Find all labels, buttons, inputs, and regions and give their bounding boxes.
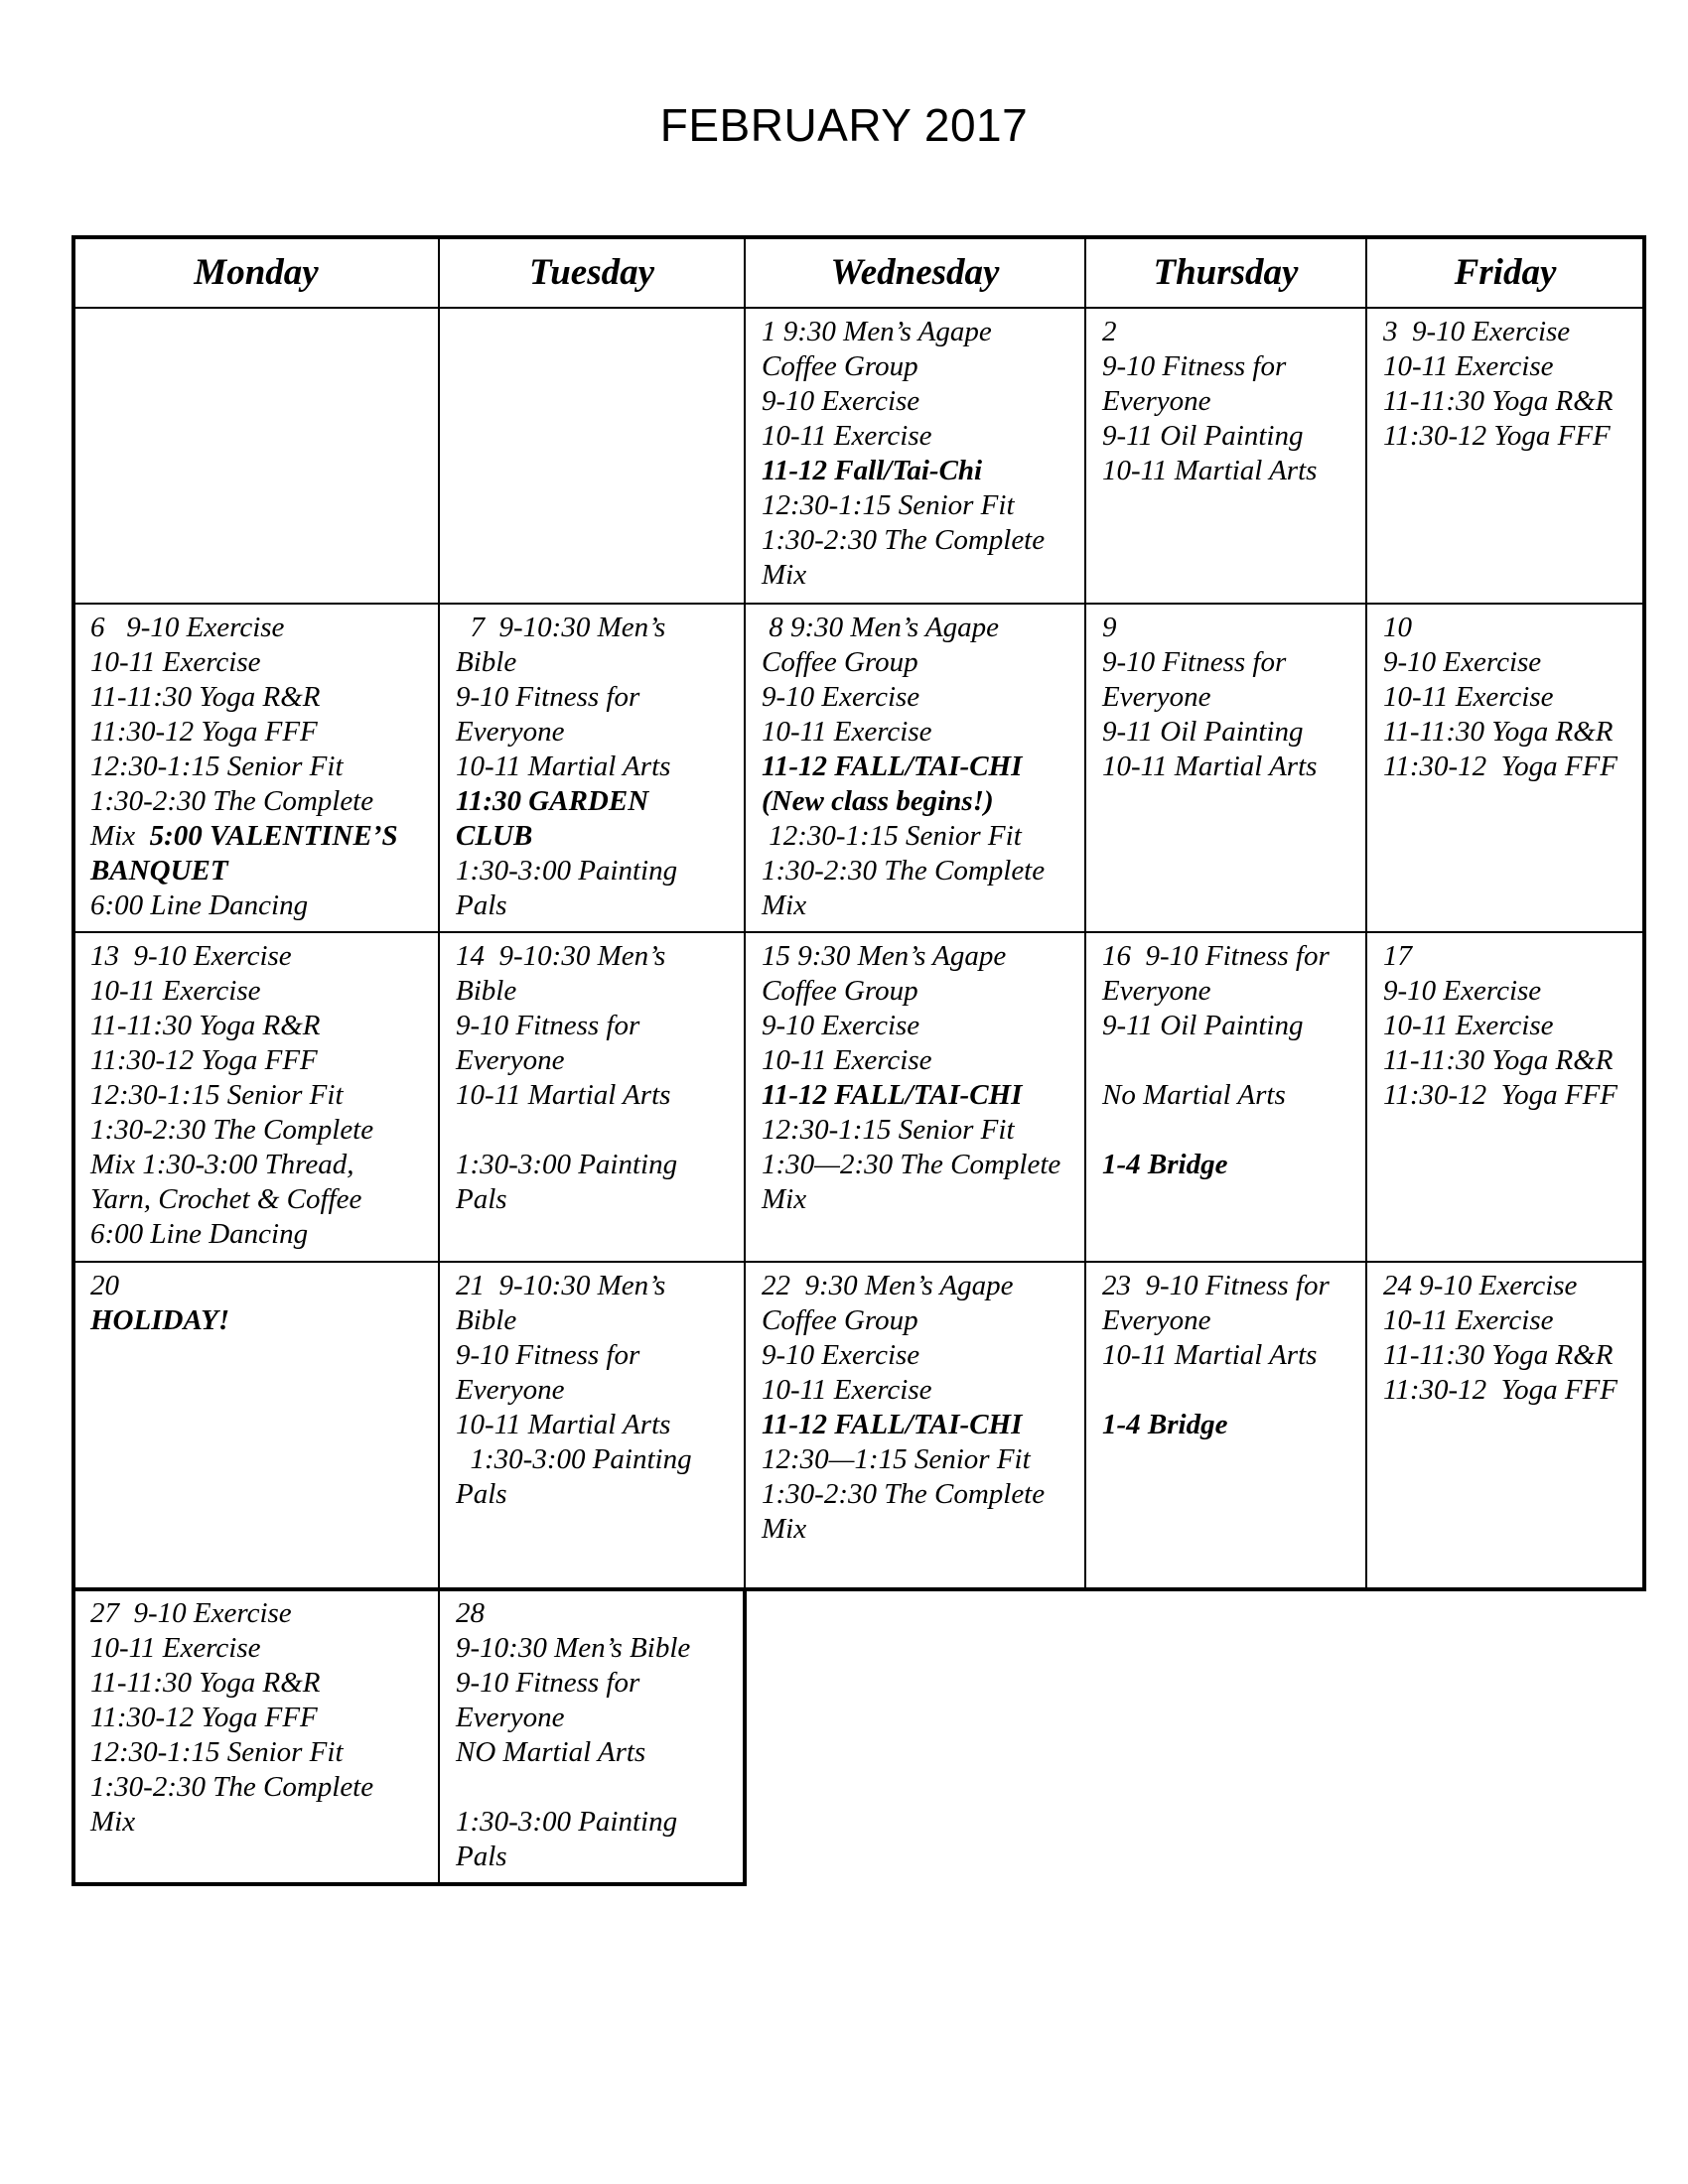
event-line: 11:30-12 Yoga FFF xyxy=(90,716,318,748)
event-line xyxy=(1102,1113,1355,1148)
event-line: 12:30-1:15 Senior Fit xyxy=(762,489,1015,521)
event-line: Mix xyxy=(762,1183,807,1215)
event-line: Coffee Group xyxy=(762,350,918,382)
event-line: 9-10 Exercise xyxy=(762,1010,920,1041)
event-line: 9-11 Oil Painting xyxy=(1102,716,1304,748)
event-line: 1-4 Bridge xyxy=(1102,1149,1228,1180)
event-line: Yarn, Crochet & Coffee xyxy=(90,1183,362,1215)
event-line: 9-11 Oil Painting xyxy=(1102,1010,1304,1041)
event-line: 1:30-3:00 Painting xyxy=(456,1149,678,1180)
event-line: 9-10 Exercise xyxy=(762,681,920,713)
event-line: HOLIDAY! xyxy=(90,1304,230,1336)
event-line: 1:30—2:30 The Complete xyxy=(762,1149,1061,1180)
event-line: 7 9-10:30 Men’s xyxy=(456,612,666,643)
event-line: Everyone xyxy=(1102,385,1211,417)
event-line: 11:30-12 Yoga FFF xyxy=(1383,1079,1618,1111)
event-line: Mix 5:00 VALENTINE’S xyxy=(90,820,398,852)
day-header-monday: Monday xyxy=(72,236,440,309)
event-line: Mix xyxy=(762,889,807,921)
event-line: 17 xyxy=(1383,940,1412,972)
event-line: 9-10:30 Men’s Bible xyxy=(456,1632,691,1664)
event-line: Bible xyxy=(456,975,517,1007)
event-line: 10 xyxy=(1383,612,1412,643)
event-line: 9-10 Exercise xyxy=(762,1339,920,1371)
event-line: 12:30-1:15 Senior Fit xyxy=(90,1736,344,1768)
day-cell xyxy=(744,1261,1086,1590)
day-cell xyxy=(438,931,746,1263)
day-cell xyxy=(1084,1261,1367,1590)
event-line: 27 9-10 Exercise xyxy=(90,1597,292,1629)
event-line: CLUB xyxy=(456,820,533,852)
event-line: 6:00 Line Dancing xyxy=(90,889,309,921)
event-line: 10-11 Exercise xyxy=(1383,350,1554,382)
event-line: 3 9-10 Exercise xyxy=(1383,316,1571,347)
event-line: 11-11:30 Yoga R&R xyxy=(90,681,321,713)
event-line: Pals xyxy=(456,1841,507,1872)
event-line: 9-11 Oil Painting xyxy=(1102,420,1304,452)
event-line: 10-11 Exercise xyxy=(90,1632,261,1664)
day-header-thursday: Thursday xyxy=(1084,236,1367,309)
event-line: 11:30-12 Yoga FFF xyxy=(90,1702,318,1733)
event-line: 10-11 Martial Arts xyxy=(456,1409,671,1440)
event-line: 12:30-1:15 Senior Fit xyxy=(90,1079,344,1111)
event-line: 1:30-2:30 The Complete xyxy=(762,524,1046,556)
event-line: 1:30-3:00 Painting xyxy=(456,855,678,887)
day-cell xyxy=(744,603,1086,933)
event-line: 16 9-10 Fitness for xyxy=(1102,940,1330,972)
event-line: Everyone xyxy=(1102,1304,1211,1336)
event-line: 10-11 Martial Arts xyxy=(1102,1339,1318,1371)
event-line xyxy=(1102,1043,1355,1078)
event-line: 10-11 Exercise xyxy=(762,1044,932,1076)
event-line: 1:30-2:30 The Complete xyxy=(90,1114,374,1146)
day-cell xyxy=(438,307,746,605)
event-line: 1:30-2:30 The Complete xyxy=(90,1771,374,1803)
event-line: 11-11:30 Yoga R&R xyxy=(90,1667,321,1699)
event-line: Everyone xyxy=(456,1702,565,1733)
event-line: 9-10 Fitness for xyxy=(456,1667,640,1699)
event-line: 11-11:30 Yoga R&R xyxy=(90,1010,321,1041)
event-line: 10-11 Exercise xyxy=(762,420,932,452)
event-line: 10-11 Martial Arts xyxy=(1102,455,1318,486)
event-line: 9-10 Fitness for xyxy=(1102,646,1287,678)
event-line: 11-12 FALL/TAI-CHI xyxy=(762,751,1023,782)
event-line: 10-11 Exercise xyxy=(762,716,932,748)
event-line: 6:00 Line Dancing xyxy=(90,1218,309,1250)
day-cell xyxy=(438,1588,746,1885)
event-line: Pals xyxy=(456,889,507,921)
event-line: 11:30-12 Yoga FFF xyxy=(1383,1374,1618,1406)
event-line: 12:30—1:15 Senior Fit xyxy=(762,1443,1031,1475)
event-line: 9-10 Exercise xyxy=(762,385,920,417)
event-line: 11-12 FALL/TAI-CHI xyxy=(762,1409,1023,1440)
day-cell xyxy=(1365,931,1645,1263)
event-line: Coffee Group xyxy=(762,1304,918,1336)
day-cell xyxy=(438,1261,746,1590)
event-line: 11-11:30 Yoga R&R xyxy=(1383,1339,1614,1371)
event-line: 10-11 Exercise xyxy=(762,1374,932,1406)
event-line: 28 xyxy=(456,1597,485,1629)
event-line: BANQUET xyxy=(90,855,228,887)
event-line: 9 xyxy=(1102,612,1117,643)
day-cell xyxy=(1084,603,1367,933)
event-line: 20 xyxy=(90,1270,119,1301)
event-line: 11:30-12 Yoga FFF xyxy=(1383,420,1611,452)
event-line: Coffee Group xyxy=(762,975,918,1007)
page-title: FEBRUARY 2017 xyxy=(659,99,1029,151)
event-line: Bible xyxy=(456,646,517,678)
event-line: Mix xyxy=(762,559,807,591)
event-line: Bible xyxy=(456,1304,517,1336)
event-line: 10-11 Exercise xyxy=(90,646,261,678)
day-cell xyxy=(438,603,746,933)
day-cell xyxy=(1365,1261,1645,1590)
event-line: Everyone xyxy=(1102,975,1211,1007)
event-line: 24 9-10 Exercise xyxy=(1383,1270,1578,1301)
day-cell xyxy=(744,931,1086,1263)
event-line: Coffee Group xyxy=(762,646,918,678)
event-line: (New class begins!) xyxy=(762,785,994,817)
event-line: 11-12 FALL/TAI-CHI xyxy=(762,1079,1023,1111)
day-header-friday: Friday xyxy=(1365,236,1645,309)
event-line: 9-10 Fitness for xyxy=(456,1010,640,1041)
event-line: Mix 1:30-3:00 Thread, xyxy=(90,1149,354,1180)
event-line: 11-11:30 Yoga R&R xyxy=(1383,385,1614,417)
event-line: 12:30-1:15 Senior Fit xyxy=(90,751,344,782)
event-line: 1:30-2:30 The Complete xyxy=(762,1478,1046,1510)
event-line: 14 9-10:30 Men’s xyxy=(456,940,666,972)
day-cell xyxy=(1365,603,1645,933)
day-cell xyxy=(72,931,440,1263)
event-line: 15 9:30 Men’s Agape xyxy=(762,940,1007,972)
event-line: 1:30-2:30 The Complete xyxy=(762,855,1046,887)
day-cell xyxy=(1365,307,1645,605)
event-line: 9-10 Exercise xyxy=(1383,975,1542,1007)
day-header-wednesday: Wednesday xyxy=(744,236,1086,309)
day-cell xyxy=(72,1588,440,1885)
event-line: 10-11 Martial Arts xyxy=(1102,751,1318,782)
event-line: 11:30 GARDEN xyxy=(456,785,649,817)
event-line xyxy=(456,1113,734,1148)
event-line: 12:30-1:15 Senior Fit xyxy=(762,1114,1015,1146)
day-cell xyxy=(744,307,1086,605)
day-header-tuesday: Tuesday xyxy=(438,236,746,309)
event-line: Everyone xyxy=(456,716,565,748)
event-line: 8 9:30 Men’s Agape xyxy=(762,612,999,643)
event-line: 11:30-12 Yoga FFF xyxy=(1383,751,1618,782)
event-line: Everyone xyxy=(456,1044,565,1076)
event-line: 11:30-12 Yoga FFF xyxy=(90,1044,318,1076)
event-line: Pals xyxy=(456,1478,507,1510)
event-line: 13 9-10 Exercise xyxy=(90,940,292,972)
event-line: 10-11 Martial Arts xyxy=(456,1079,671,1111)
event-line: 22 9:30 Men’s Agape xyxy=(762,1270,1014,1301)
event-line: Everyone xyxy=(456,1374,565,1406)
event-line xyxy=(456,1770,734,1805)
event-line: 11-11:30 Yoga R&R xyxy=(1383,716,1614,748)
event-line: 6 9-10 Exercise xyxy=(90,612,285,643)
event-line: 9-10 Fitness for xyxy=(1102,350,1287,382)
event-line: 10-11 Exercise xyxy=(1383,1010,1554,1041)
event-line: Mix xyxy=(762,1513,807,1545)
event-line: 1-4 Bridge xyxy=(1102,1409,1228,1440)
event-line: 11-11:30 Yoga R&R xyxy=(1383,1044,1614,1076)
event-line: 9-10 Fitness for xyxy=(456,1339,640,1371)
event-line: NO Martial Arts xyxy=(456,1736,646,1768)
event-line: 2 xyxy=(1102,316,1117,347)
event-line: 10-11 Exercise xyxy=(1383,681,1554,713)
event-line: 1 9:30 Men’s Agape xyxy=(762,316,992,347)
event-line: 23 9-10 Fitness for xyxy=(1102,1270,1330,1301)
event-line: 9-10 Exercise xyxy=(1383,646,1542,678)
event-line: Everyone xyxy=(1102,681,1211,713)
day-cell xyxy=(72,307,440,605)
event-line xyxy=(1102,1373,1355,1408)
event-line: 9-10 Fitness for xyxy=(456,681,640,713)
event-line: 11-12 Fall/Tai-Chi xyxy=(762,455,983,486)
event-line: 10-11 Exercise xyxy=(1383,1304,1554,1336)
event-line: 1:30-3:00 Painting xyxy=(456,1443,692,1475)
event-line: 1:30-3:00 Painting xyxy=(456,1806,678,1838)
event-line: No Martial Arts xyxy=(1102,1079,1286,1111)
day-cell xyxy=(1084,931,1367,1263)
event-line: 10-11 Martial Arts xyxy=(456,751,671,782)
event-line: 21 9-10:30 Men’s xyxy=(456,1270,666,1301)
event-line: Mix xyxy=(90,1806,136,1838)
event-line: 12:30-1:15 Senior Fit xyxy=(762,820,1022,852)
day-cell xyxy=(72,1261,440,1590)
event-line: 10-11 Exercise xyxy=(90,975,261,1007)
day-cell xyxy=(72,603,440,933)
event-line: Pals xyxy=(456,1183,507,1215)
event-line: 1:30-2:30 The Complete xyxy=(90,785,374,817)
day-cell xyxy=(1084,307,1367,605)
